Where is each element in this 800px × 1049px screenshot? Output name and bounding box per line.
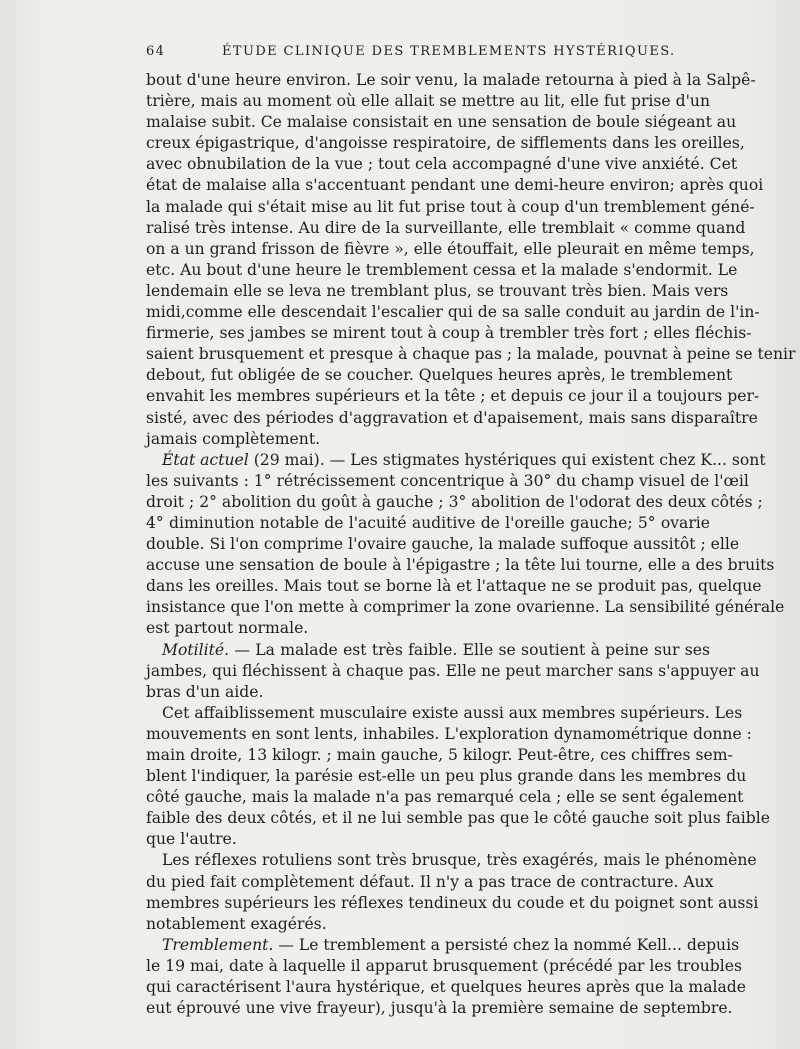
text-line: côté gauche, mais la malade n'a pas remarqué cela ; elle se sent également [146,788,744,807]
text-line: Cet affaiblissement musculaire existe aussi aux membres supérieurs. Les [162,703,743,722]
section-heading: État actuel [162,450,249,469]
text-line: debout, fut obligée de se coucher. Quelques heures après, le tremblement [146,366,733,385]
page-header [146,44,710,64]
text-line: firmerie, ses jambes se mirent tout à coup à trembler très fort ; elles fléchis- [146,324,752,343]
text-line: bout d'une heure environ. Le soir venu, la malade retourna à pied à la Salpê- [146,71,756,89]
text-line: les suivants : 1° rétrécissement concentrique à 30° du champ visuel de l'œil [146,471,749,490]
text-line: 4° diminution notable de l'acuité auditive de l'oreille gauche; 5° ovarie [146,513,710,532]
text-line: on a un grand frisson de fièvre », elle étouffait, elle pleurait en même temps, [146,239,755,258]
text-line: lendemain elle se leva ne tremblant plus, se trouvant très bien. Mais vers [146,281,729,300]
text-line: notablement exagérés. [146,914,327,933]
text-line: double. Si l'on comprime l'ovaire gauche, la malade suffoque aussitôt ; elle [146,535,740,554]
text-line: est partout normale. [146,619,309,638]
text-line: membres supérieurs les réflexes tendineux du coude et du poignet sont aussi [146,893,759,912]
text-line: dans les oreilles. Mais tout se borne là et l'attaque ne se produit pas, quelque [146,577,762,596]
text-line: trière, mais au moment où elle allait se mettre au lit, elle fut prise d'un [146,92,710,111]
text-line: bras d'un aide. [146,682,264,701]
text-line: avec obnubilation de la vue ; tout cela accompagné d'une vive anxiété. Cet [146,155,738,174]
text-line: midi,comme elle descendait l'escalier qui de sa salle conduit au jardin de l'in- [146,303,760,322]
text-line-etat-actuel: État actuel (29 mai). — Les stigmates hystériques qui existent chez K... sont [162,450,766,469]
text-line-tremblement: Tremblement. — Le tremblement a persisté chez la nommé Kell... depuis [162,935,740,954]
text-line: jamais complètement. [146,429,321,448]
text-line: la malade qui s'était mise au lit fut prise tout à coup d'un tremblement géné- [146,197,755,216]
text-line: du pied fait complètement défaut. Il n'y a pas trace de contracture. Aux [146,872,714,891]
text-line: accuse une sensation de boule à l'épigastre ; la tête lui tourne, elle a des bruits [146,556,775,575]
text-line: qui caractérisent l'aura hystérique, et quelques heures après que la malade [146,978,747,997]
text-line: creux épigastrique, d'angoisse respiratoire, de sifflements dans les oreilles, [146,134,745,153]
text-line-motilite: Motilité. — La malade est très faible. Elle se soutient à peine sur ses [162,640,710,659]
section-heading: Motilité. [162,640,230,659]
text-line: saient brusquement et presque à chaque pas ; la malade, pouvnat à peine se tenir [146,345,796,364]
text-line: envahit les membres supérieurs et la tête ; et depuis ce jour il a toujours per- [146,387,760,406]
text-line: Les réflexes rotuliens sont très brusque, très exagérés, mais le phénomène [162,851,757,870]
body-text [146,70,796,1019]
text-line: que l'autre. [146,830,237,849]
running-title: ÉTUDE CLINIQUE DES TREMBLEMENTS HYSTÉRIQUES. [222,44,676,59]
text-line: jambes, qui fléchissent à chaque pas. Elle ne peut marcher sans s'appuyer au [146,661,760,680]
text-line: main droite, 13 kilogr. ; main gauche, 5 kilogr. Peut-être, ces chiffres sem- [146,746,733,764]
text-line: etc. Au bout d'une heure le tremblement cessa et la malade s'endormit. Le [146,260,738,279]
text-line: insistance que l'on mette à comprimer la zone ovarienne. La sensibilité générale [146,598,785,617]
text-line: sisté, avec des périodes d'aggravation et d'apaisement, mais sans disparaître [146,408,758,427]
text-line: état de malaise alla s'accentuant pendant une demi-heure environ; après quoi [146,176,764,195]
text-line: blent l'indiquer, la parésie est-elle un peu plus grande dans les membres du [146,767,747,786]
text-line: mouvements en sont lents, inhabiles. L'exploration dynamométrique donne : [146,724,752,743]
text-line: eut éprouvé une vive frayeur), jusqu'à la première semaine de septembre. [146,999,733,1018]
text-line: ralisé très intense. Au dire de la surveillante, elle tremblait « comme quand [146,218,746,237]
text-line: le 19 mai, date à laquelle il apparut brusquement (précédé par les troubles [146,956,742,975]
page-number: 64 [146,44,166,59]
text-line: faible des deux côtés, et il ne lui semble pas que le côté gauche soit plus faible [146,809,770,828]
text-line: malaise subit. Ce malaise consistait en une sensation de boule siégeant au [146,113,737,132]
text-line: droit ; 2° abolition du goût à gauche ; 3° abolition de l'odorat des deux côtés ; [146,492,763,511]
section-heading: Tremblement. [162,935,274,954]
